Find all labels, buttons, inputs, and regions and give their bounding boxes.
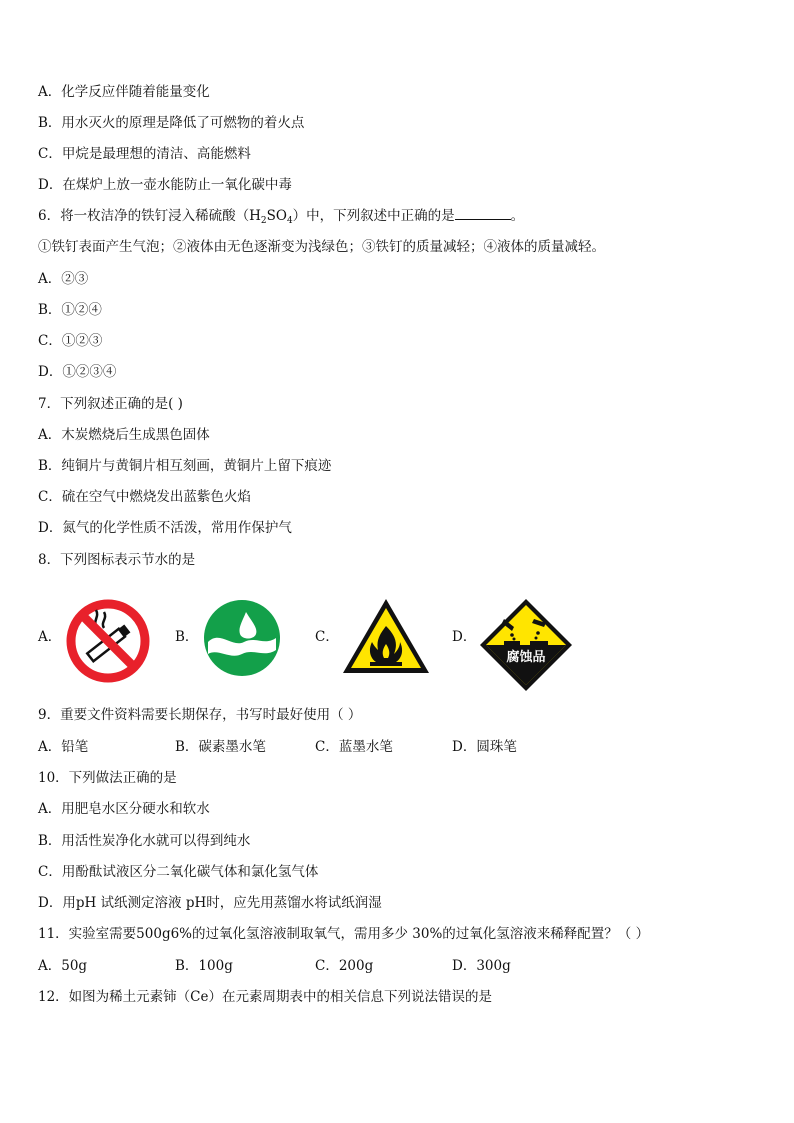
q6-subscript-2: 2 <box>260 216 267 226</box>
q11-option-b: B．100g <box>175 958 233 974</box>
q11-option-a: A．50g <box>38 958 88 974</box>
q8-option-b-label: B． <box>175 629 199 645</box>
no-smoking-icon <box>64 597 152 685</box>
q6-stem-end: 。 <box>510 208 525 224</box>
q10-stem: 10．下列做法正确的是 <box>38 770 177 786</box>
q6-option-c: C．①②③ <box>38 333 103 349</box>
q11-option-c: C．200g <box>315 958 374 974</box>
q10-option-a: A．用肥皂水区分硬水和软水 <box>38 801 210 817</box>
q9-option-d: D．圆珠笔 <box>452 739 517 755</box>
q10-option-c: C．用酚酞试液区分二氧化碳气体和氯化氢气体 <box>38 864 319 880</box>
q7-option-d: D．氮气的化学性质不活泼，常用作保护气 <box>38 520 292 536</box>
q6-option-b: B．①②④ <box>38 302 102 318</box>
q7-option-b: B．纯铜片与黄铜片相互刻画，黄铜片上留下痕迹 <box>38 458 332 474</box>
q6-stem <box>38 207 524 230</box>
q5-option-a: A．化学反应伴随着能量变化 <box>38 84 210 100</box>
q6-statements: ①铁钉表面产生气泡；②液体由无色逐渐变为浅绿色；③铁钉的质量减轻；④液体的质量减轻。 <box>38 239 605 255</box>
corrosive-label: 腐蚀品 <box>506 650 546 665</box>
q9-option-b: B．碳素墨水笔 <box>175 739 266 755</box>
q5-option-c: C．甲烷是最理想的清洁、高能燃料 <box>38 146 251 162</box>
q5-option-d: D．在煤炉上放一壶水能防止一氧化碳中毒 <box>38 177 292 193</box>
q6-option-a: A．②③ <box>38 271 89 287</box>
q7-option-a: A．木炭燃烧后生成黑色固体 <box>38 427 210 443</box>
q6-answer-blank <box>455 207 511 220</box>
corrosive-warning-icon <box>478 597 574 693</box>
q6-subscript-4: 4 <box>286 216 293 226</box>
q11-stem: 11．实验室需要500g6%的过氧化氢溶液制取氧气，需用多少 30%的过氧化氢溶液来稀释配置？（ ） <box>38 926 650 942</box>
q8-option-d-label: D． <box>452 629 477 645</box>
q9-option-c: C．蓝墨水笔 <box>315 739 393 755</box>
q10-option-b: B．用活性炭净化水就可以得到纯水 <box>38 833 251 849</box>
q12-stem: 12．如图为稀土元素铈（Ce）在元素周期表中的相关信息下列说法错误的是 <box>38 989 492 1005</box>
water-saving-icon <box>202 598 282 678</box>
q5-option-b: B．用水灭火的原理是降低了可燃物的着火点 <box>38 115 305 131</box>
q8-option-a-label: A． <box>38 629 62 645</box>
q7-option-c: C．硫在空气中燃烧发出蓝紫色火焰 <box>38 489 251 505</box>
q8-stem: 8．下列图标表示节水的是 <box>38 552 196 568</box>
q8-option-c-label: C． <box>315 629 339 645</box>
flammable-warning-icon <box>340 596 432 676</box>
q6-stem-pre: 6．将一枚洁净的铁钉浸入稀硫酸（H <box>38 208 261 224</box>
q10-option-d: D．用pH 试纸测定溶液 pH时，应先用蒸馏水将试纸润湿 <box>38 895 382 911</box>
q11-option-d: D．300g <box>452 958 511 974</box>
q6-option-d: D．①②③④ <box>38 364 117 380</box>
q9-stem: 9．重要文件资料需要长期保存，书写时最好使用（ ） <box>38 707 362 723</box>
q6-stem-mid: SO <box>266 208 287 224</box>
q7-stem: 7．下列叙述正确的是( ) <box>38 396 183 412</box>
q6-stem-post: ）中，下列叙述中正确的是 <box>292 208 455 224</box>
q9-option-a: A．铅笔 <box>38 739 89 755</box>
